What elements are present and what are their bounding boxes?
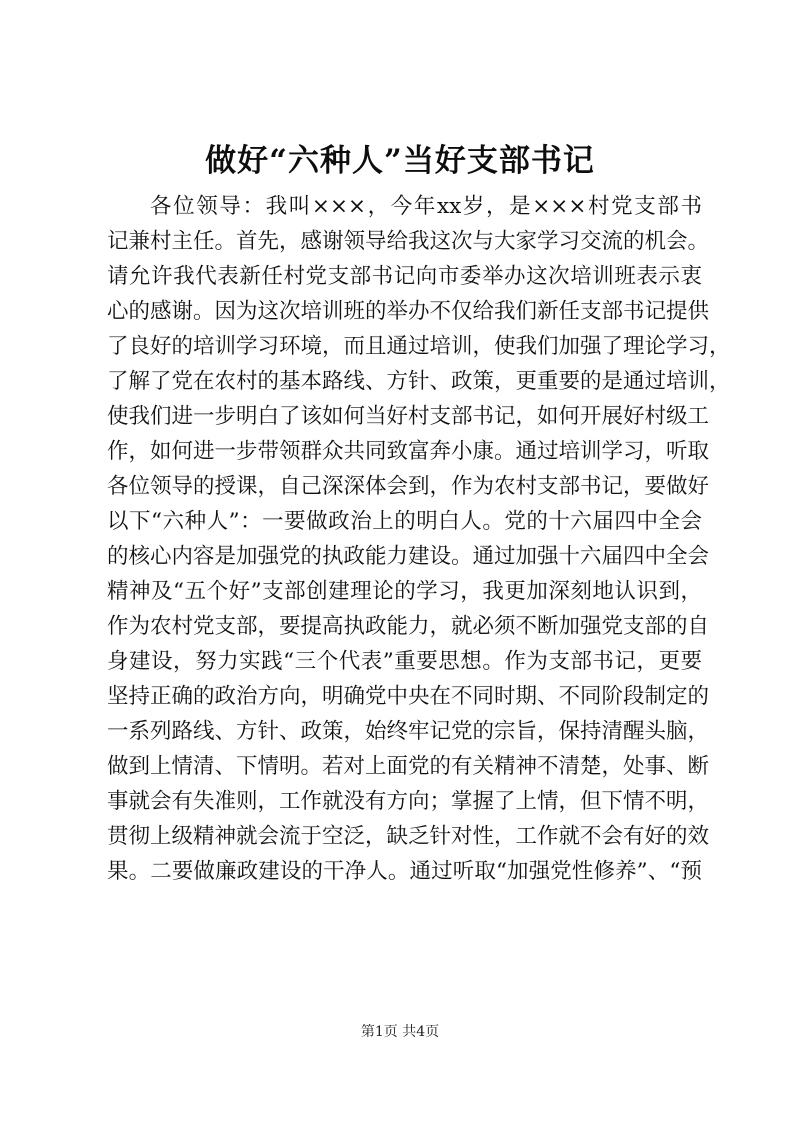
body-line: 精神及“五个好”支部创建理论的学习，我更加深刻地认识到， [107,579,702,604]
body-line: 请允许我代表新任村党支部书记向市委举办这次培训班表示衷 [107,264,702,289]
body-line: 了解了党在农村的基本路线、方针、政策，更重要的是通过培训， [107,369,731,394]
body-line: 的核心内容是加强党的执政能力建设。通过加强十六届四中全会 [107,544,710,569]
body-line: 心的感谢。因为这次培训班的举办不仅给我们新任支部书记提供 [107,299,710,324]
body-line: 贯彻上级精神就会流于空泛，缺乏针对性，工作就不会有好的效 [107,824,710,849]
body-line: 了良好的培训学习环境，而且通过培训，使我们加强了理论学习， [107,334,731,359]
document-title: 做好“六种人”当好支部书记 [205,143,595,179]
body-line: 记兼村主任。首先，感谢领导给我这次与大家学习交流的机会。 [107,229,710,254]
body-line: 作为农村党支部，要提高执政能力，就必须不断加强党支部的自 [107,614,710,639]
document-body [107,189,731,889]
body-line: 作，如何进一步带领群众共同致富奔小康。通过培训学习，听取 [107,439,710,464]
body-line: 一系列路线、方针、政策，始终牢记党的宗旨，保持清醒头脑， [107,719,710,744]
body-line: 使我们进一步明白了该如何当好村支部书记，如何开展好村级工 [107,404,710,429]
body-line: 果。二要做廉政建设的干净人。通过听取“加强党性修养”、“预 [107,859,702,884]
body-line: 以下“六种人”：一要做政治上的明白人。党的十六届四中全会 [107,509,702,534]
body-line: 各位领导的授课，自己深深体会到，作为农村支部书记，要做好 [107,474,710,499]
body-line: 坚持正确的政治方向，明确党中央在不同时期、不同阶段制定的 [107,684,710,709]
body-line: 事就会有失准则，工作就没有方向；掌握了上情，但下情不明， [107,789,710,814]
body-line: 各位领导：我叫×××，今年xx岁，是×××村党支部书 [150,194,702,219]
body-line: 身建设，努力实践“三个代表”重要思想。作为支部书记，更要 [107,649,702,674]
page-footer: 第1页 共4页 [360,1024,440,1040]
body-line: 做到上情清、下情明。若对上面党的有关精神不清楚，处事、断 [107,754,710,779]
